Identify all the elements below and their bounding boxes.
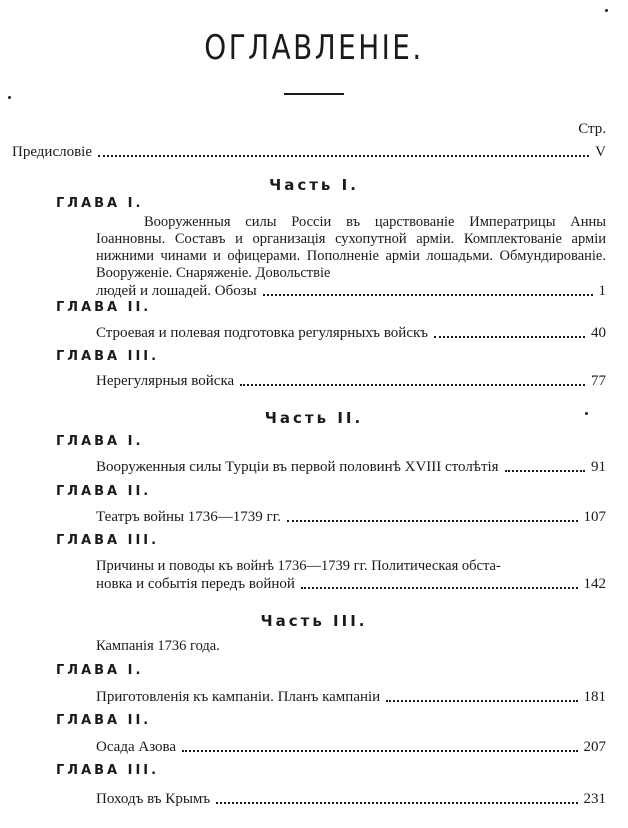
entry-text: Театръ войны 1736—1739 гг. [96,509,281,525]
page-number: 231 [583,791,606,807]
page-number: 1 [598,283,606,299]
preface-label: Предисловіе [12,144,93,160]
preface-entry [12,143,606,161]
page-title: ОГЛАВЛЕНІЕ. [204,28,424,68]
toc-entry [96,214,606,300]
entry-text-end: новка и событія передъ войной [96,576,295,592]
page-number: 107 [583,509,606,525]
entry-text: Походъ въ Крымъ [96,791,211,807]
toc-entry [96,324,606,342]
entry-text: Приготовленія къ кампаніи. Планъ кампаніи [96,689,381,705]
scan-speck [585,412,588,415]
part-heading: Часть III. [260,612,368,630]
toc-entry [96,790,606,808]
entry-text: Нерегулярныя войска [96,373,235,389]
chapter-heading: ГЛАВА I. [56,663,144,678]
dot-leader [287,520,578,522]
page-number: 207 [583,739,606,755]
dot-leader [240,384,585,386]
dot-leader [386,700,577,702]
dot-leader [182,750,577,752]
page-number: 142 [583,576,606,592]
title-rule [284,93,344,95]
chapter-heading: ГЛАВА III. [56,533,160,548]
toc-entry [96,688,606,706]
toc-entry [96,372,606,390]
part-subtitle: Кампанія 1736 года. [96,638,220,654]
dot-leader [98,155,589,157]
page-number: 181 [583,689,606,705]
part-heading: Часть II. [264,409,364,427]
entry-text: Осада Азова [96,739,177,755]
scan-speck [8,96,11,99]
chapter-heading: ГЛАВА I. [56,196,144,211]
toc-entry [96,558,606,593]
dot-leader [434,336,585,338]
dot-leader [263,294,593,296]
page-number: V [595,144,606,160]
entry-text-end: людей и лошадей. Обозы [96,283,257,299]
entry-text: Строевая и полевая подготовка регулярныхъ войскъ [96,325,429,341]
chapter-heading: ГЛАВА III. [56,349,160,364]
entry-text: Вооруженныя силы Турціи въ первой половинѣ XVIII столѣтія [96,459,499,475]
chapter-heading: ГЛАВА III. [56,763,160,778]
toc-entry [96,458,606,476]
chapter-heading: ГЛАВА II. [56,484,152,499]
chapter-heading: ГЛАВА I. [56,434,144,449]
page-number: 77 [591,373,606,389]
part-heading: Часть I. [269,176,359,194]
dot-leader [505,470,585,472]
dot-leader [216,802,577,804]
page-number: 40 [591,325,606,341]
page-number: 91 [591,459,606,475]
entry-text: Вооруженныя силы Россіи въ царствованіе Императрицы Анны Іоанновны. Составъ и организація сухопутной арміи. Комплектованіе арміи нижними чинами и офицерами. Пополненіе арміи лошадьми. Обмундированіе. Вооруженіе. Снаряженіе. Довольствіе [96,214,606,281]
dot-leader [301,587,578,589]
chapter-heading: ГЛАВА II. [56,300,152,315]
chapter-heading: ГЛАВА II. [56,713,152,728]
scan-speck [605,9,608,12]
toc-entry [96,508,606,526]
entry-text: Причины и поводы къ войнѣ 1736—1739 гг. Политическая обста- [96,558,501,574]
toc-entry [96,738,606,756]
page-column-label: Стр. [578,121,606,137]
